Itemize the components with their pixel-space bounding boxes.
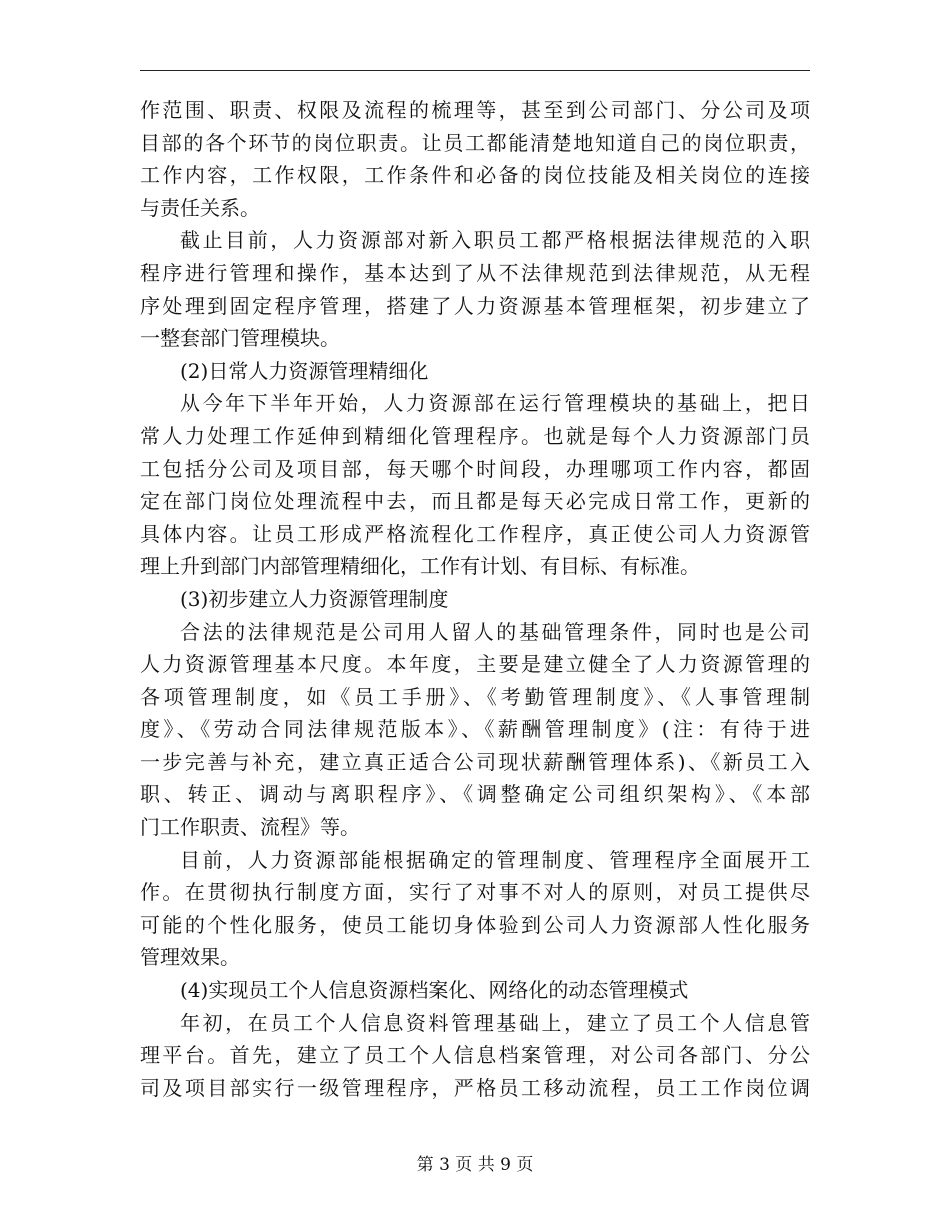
text-line: 一整套部门管理模块。 bbox=[140, 326, 340, 351]
text-line: 工作内容，工作权限，工作条件和必备的岗位技能及相关岗位的连接 bbox=[140, 163, 810, 188]
text-line: 管理效果。 bbox=[140, 945, 240, 970]
text-line: 从今年下半年开始，人力资源部在运行管理模块的基础上，把日 bbox=[180, 391, 810, 416]
text-line: 合法的法律规范是公司用人留人的基础管理条件，同时也是公司 bbox=[180, 619, 810, 644]
text-line: 目前，人力资源部能根据确定的管理制度、管理程序全面展开工 bbox=[180, 847, 810, 872]
text-line: 可能的个性化服务，使员工能切身体验到公司人力资源部人性化服务 bbox=[140, 912, 810, 937]
text-line: 各项管理制度，如《员工手册》、《考勤管理制度》、《人事管理制 bbox=[140, 684, 810, 709]
text-line: 度》、《劳动合同法律规范版本》、《薪酬管理制度》(注：有待于进 bbox=[140, 717, 810, 742]
text-line: 年初，在员工个人信息资料管理基础上，建立了员工个人信息管 bbox=[180, 1010, 810, 1035]
text-line: 司及项目部实行一级管理程序，严格员工移动流程，员工工作岗位调 bbox=[140, 1075, 810, 1100]
text-line: 目部的各个环节的岗位职责。让员工都能清楚地知道自己的岗位职责， bbox=[140, 130, 810, 155]
text-line: 与责任关系。 bbox=[140, 195, 260, 220]
text-line: 程序进行管理和操作，基本达到了从不法律规范到法律规范，从无程 bbox=[140, 260, 810, 285]
text-line: 截止目前，人力资源部对新入职员工都严格根据法律规范的入职 bbox=[180, 228, 810, 253]
text-line: 职、转正、调动与离职程序》、《调整确定公司组织架构》、《本部 bbox=[140, 782, 810, 807]
text-line: 作。在贯彻执行制度方面，实行了对事不对人的原则，对员工提供尽 bbox=[140, 880, 810, 905]
text-line: 定在部门岗位处理流程中去，而且都是每天必完成日常工作，更新的 bbox=[140, 489, 810, 514]
text-line: 理上升到部门内部管理精细化，工作有计划、有目标、有标准。 bbox=[140, 554, 700, 579]
text-line: 人力资源管理基本尺度。本年度，主要是建立健全了人力资源管理的 bbox=[140, 652, 810, 677]
text-line: 门工作职责、流程》等。 bbox=[140, 815, 360, 840]
document-body bbox=[140, 94, 810, 1104]
text-line: 理平台。首先，建立了员工个人信息档案管理，对公司各部门、分公 bbox=[140, 1043, 810, 1068]
text-line: (3)初步建立人力资源管理制度 bbox=[180, 586, 449, 611]
text-line: 一步完善与补充，建立真正适合公司现状薪酬管理体系)、《新员工入 bbox=[140, 749, 810, 774]
text-line: 序处理到固定程序管理，搭建了人力资源基本管理框架，初步建立了 bbox=[140, 293, 810, 318]
page-footer: 第 3 页 共 9 页 bbox=[416, 1155, 534, 1175]
header-rule bbox=[140, 70, 810, 71]
text-line: (2)日常人力资源管理精细化 bbox=[180, 358, 429, 383]
text-line: 工包括分公司及项目部，每天哪个时间段，办理哪项工作内容，都固 bbox=[140, 456, 810, 481]
text-line: 具体内容。让员工形成严格流程化工作程序，真正使公司人力资源管 bbox=[140, 521, 810, 546]
text-line: 作范围、职责、权限及流程的梳理等，甚至到公司部门、分公司及项 bbox=[140, 98, 810, 122]
text-line: (4)实现员工个人信息资源档案化、网络化的动态管理模式 bbox=[180, 978, 689, 1003]
text-line: 常人力处理工作延伸到精细化管理程序。也就是每个人力资源部门员 bbox=[140, 423, 810, 448]
